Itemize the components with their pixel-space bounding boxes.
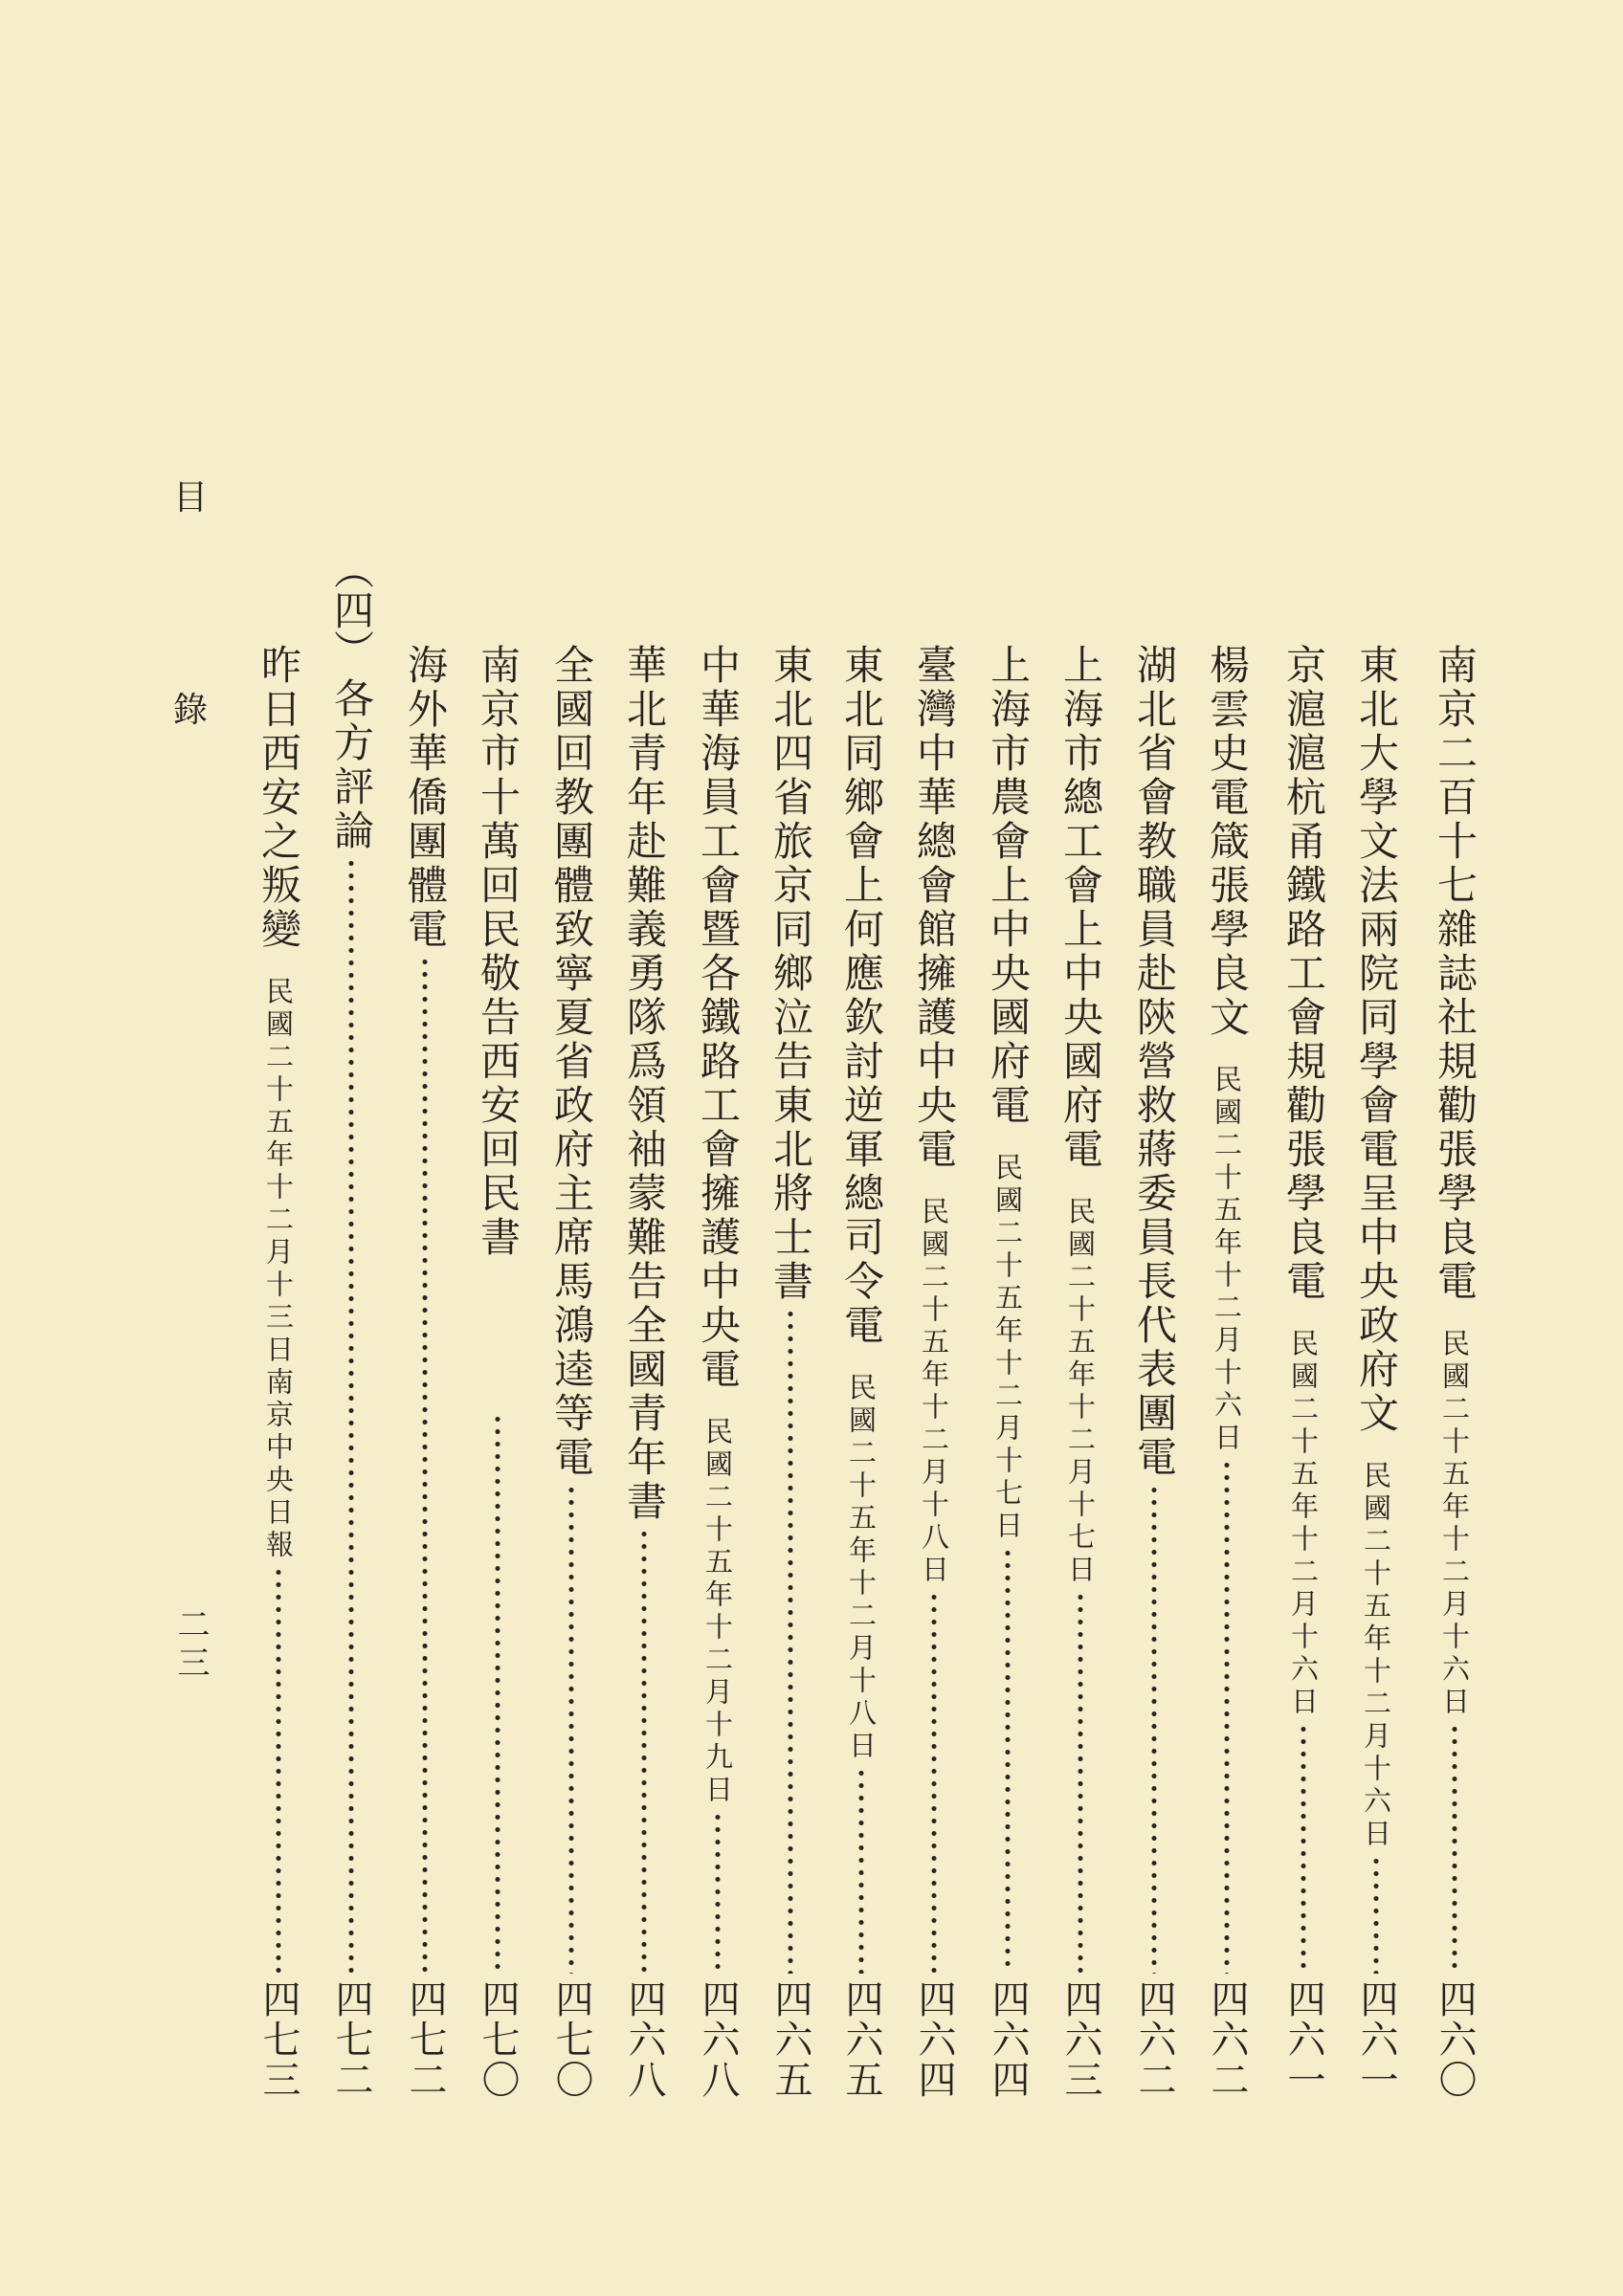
leader-dots — [1223, 1459, 1231, 1974]
entry-title: 東北大學文法兩院同學會電呈中央政府文 — [1353, 644, 1400, 1436]
toc-entry — [836, 644, 886, 2100]
toc-section-heading — [326, 549, 376, 2100]
leader-dots — [1004, 1547, 1012, 1974]
entry-date: 民國二十五年十二月十八日 — [845, 1373, 878, 1763]
entry-page: 四六四 — [986, 1979, 1030, 2100]
entry-date: 民國二十五年十二月十八日 — [918, 1197, 950, 1587]
leader-dots — [1150, 1484, 1158, 1974]
toc-entry — [1351, 644, 1401, 2100]
entry-title: 中華海員工會暨各鐵路工會擁護中央電 — [695, 644, 742, 1392]
entry-title: 東北同鄉會上何應欽討逆軍總司令電 — [838, 644, 885, 1348]
entry-title: 華北青年赴難義勇隊爲領袖蒙難告全國青年書 — [621, 644, 668, 1524]
page-number: 二三 — [171, 1607, 210, 1684]
entry-date: 民國二十五年十二月十七日 — [991, 1153, 1024, 1543]
entry-date: 民國二十五年十二月十六日 — [1211, 1065, 1243, 1455]
toc-entry — [1129, 644, 1179, 2100]
entry-page: 四六三 — [1058, 1979, 1102, 2100]
toc-entry — [1278, 644, 1328, 2100]
leader-dots — [1451, 1723, 1458, 1974]
entry-title: 南京二百十七雜誌社規勸張學良電 — [1432, 644, 1478, 1304]
toc-entry — [983, 644, 1033, 2100]
entry-date: 民國二十五年十二月十六日 — [1360, 1461, 1392, 1851]
leader-dots — [640, 1528, 648, 1974]
toc-entry — [766, 644, 815, 2100]
running-header-lu: 錄 — [172, 691, 208, 730]
entry-title: 南京市十萬回民敬告西安回民書 — [475, 644, 522, 1260]
entry-page: 四七三 — [256, 1979, 300, 2100]
entry-title: 昨日西安之叛變 — [256, 644, 302, 952]
entry-page: 四六八 — [622, 1979, 666, 2100]
entry-page: 四七二 — [329, 1979, 373, 2100]
leader-dots — [275, 1566, 282, 1974]
leader-dots — [421, 956, 429, 1974]
toc-entry — [546, 644, 596, 2100]
entry-date: 民國二十五年十二月十六日 — [1438, 1329, 1471, 1719]
leader-dots — [1372, 1855, 1380, 1974]
entry-page: 四七二 — [403, 1979, 447, 2100]
entry-date: 民國二十五年十二月十三日南京中央日報 — [262, 977, 295, 1562]
toc-entry — [1202, 644, 1252, 2100]
toc-entry — [693, 644, 743, 2100]
leader-dots — [347, 857, 355, 1974]
section-number: （四） — [328, 549, 375, 670]
entry-title: 京滬滬杭甬鐵路工會規勸張學良電 — [1280, 644, 1327, 1304]
entry-page: 四六八 — [696, 1979, 740, 2100]
toc-entry — [619, 644, 669, 2100]
leader-dots — [1300, 1723, 1307, 1974]
entry-page: 四六一 — [1354, 1979, 1398, 2100]
leader-dots — [930, 1591, 938, 1974]
entry-title: 全國回教團體致寧夏省政府主席馬鴻逵等電 — [548, 644, 595, 1480]
leader-dots — [714, 1811, 722, 1974]
entry-page: 四六一 — [1281, 1979, 1325, 2100]
entry-date: 民國二十五年十二月十七日 — [1064, 1197, 1097, 1587]
leader-dots — [494, 1413, 501, 1974]
toc-entry — [473, 644, 522, 2100]
toc-entry — [1056, 644, 1105, 2100]
toc-entry — [254, 644, 303, 2100]
running-header-mu: 目 — [172, 478, 208, 518]
entry-date: 民國二十五年十二月十六日 — [1287, 1329, 1320, 1719]
toc-entry — [1430, 644, 1479, 2100]
entry-page: 四六五 — [839, 1979, 883, 2100]
entry-title: 上海市總工會上中央國府電 — [1057, 644, 1104, 1172]
entry-page: 四六〇 — [1433, 1979, 1477, 2100]
entry-page: 四七〇 — [476, 1979, 520, 2100]
entry-title: 楊雲史電箴張學良文 — [1204, 644, 1251, 1040]
entry-date: 民國二十五年十二月十九日 — [701, 1417, 734, 1807]
entry-title: 海外華僑團體電 — [402, 644, 449, 952]
leader-dots — [1077, 1591, 1084, 1974]
entry-title: 湖北省會教職員赴陝營救蔣委員長代表團電 — [1131, 644, 1178, 1480]
leader-dots — [857, 1767, 865, 1974]
entry-page: 四六四 — [912, 1979, 956, 2100]
section-title: 各方評論 — [328, 677, 375, 853]
entry-title: 上海市農會上中央國府電 — [985, 644, 1032, 1128]
toc-entry — [909, 644, 959, 2100]
toc-entry — [400, 644, 450, 2100]
entry-page: 四六五 — [768, 1979, 812, 2100]
leader-dots — [567, 1484, 575, 1974]
entry-title: 東北四省旅京同鄉泣告東北將士書 — [767, 644, 814, 1304]
entry-page: 四六二 — [1205, 1979, 1249, 2100]
entry-page: 四七〇 — [549, 1979, 593, 2100]
entry-page: 四六二 — [1132, 1979, 1176, 2100]
leader-dots — [787, 1308, 794, 1974]
entry-title: 臺灣中華總會館擁護中央電 — [911, 644, 958, 1172]
